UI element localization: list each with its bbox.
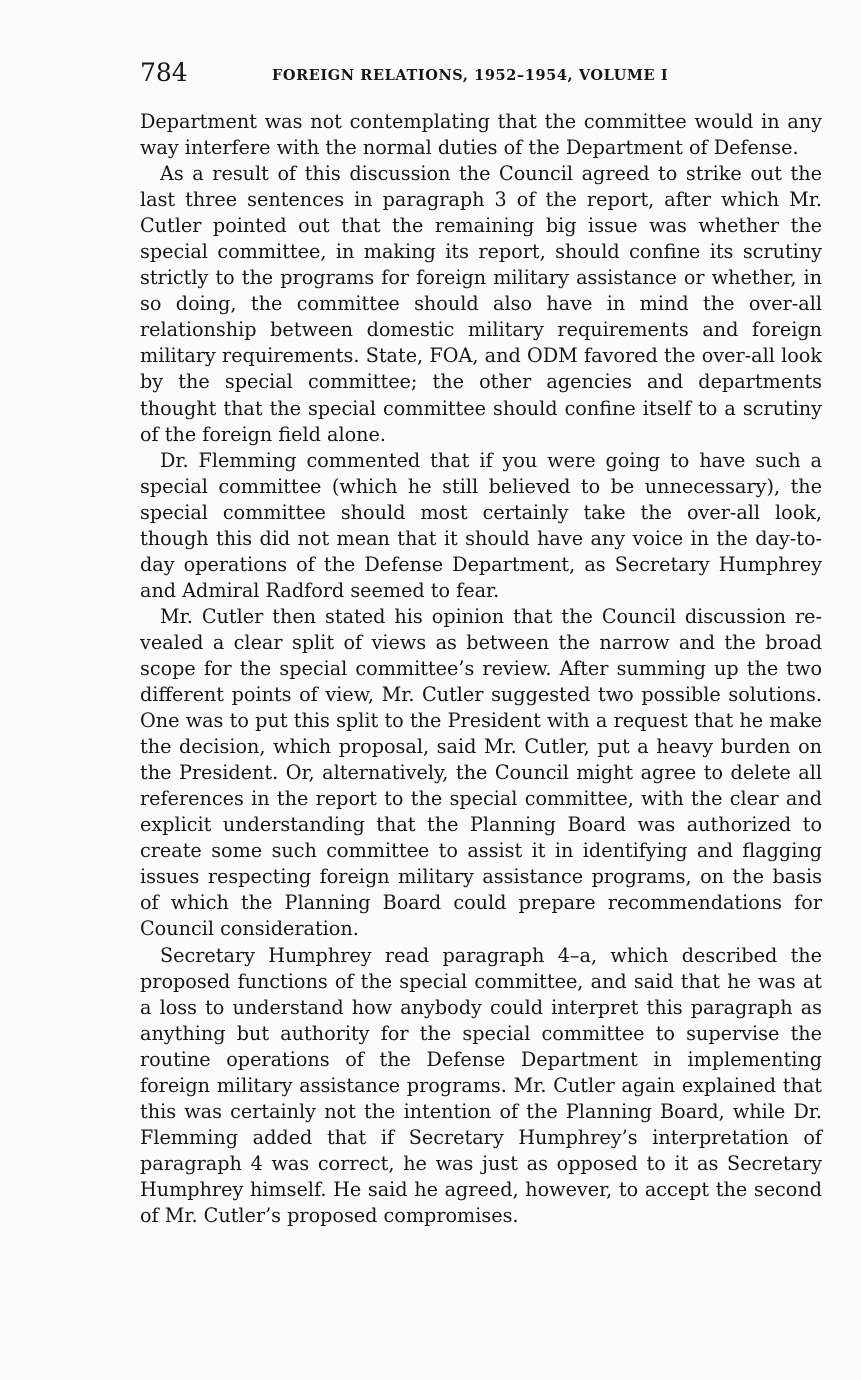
page-number: 784 (140, 58, 188, 87)
paragraph: Secretary Humphrey read paragraph 4–a, which described the proposed functions of the special committee, and said that he was at a loss to understand how anybody could interpret this paragraph as anything but authority for the special committee to supervise the routine operations of the Defense Department in implementing foreign military assistance programs. Mr. Cutler again explained that this was certainly not the intention of the Planning Board, while Dr. Flemming added that if Secretary Humphrey’s interpretation of paragraph 4 was correct, he was just as opposed to it as Secretary Humphrey himself. He said he agreed, however, to accept the second of Mr. Cutler’s proposed compromises. (140, 943, 822, 1227)
body-text (140, 109, 822, 1229)
running-head: FOREIGN RELATIONS, 1952–1954, VOLUME I (272, 67, 669, 84)
paragraph: Mr. Cutler then stated his opinion that the Council discussion revealed a clear split of views as between the narrow and the broad scope for the special committee’s review. After summing up the two different points of view, Mr. Cutler suggested two possible solutions. One was to put this split to the President with a request that he make the decision, which proposal, said Mr. Cutler, put a heavy burden on the President. Or, alternatively, the Council might agree to delete all references in the report to the special committee, with the clear and explicit understanding that the Planning Board was authorized to create some such committee to assist it in identifying and flagging issues respecting foreign military assistance programs, on the basis of which the Planning Board could prepare recommendations for Council consideration. (140, 604, 822, 941)
page-header (140, 58, 822, 94)
paragraph-continuation: Department was not contemplating that the committee would in any way interfere with the normal duties of the Department of Defense. (140, 110, 822, 160)
paragraph: Dr. Flemming commented that if you were going to have such a special committee (which he still believed to be unnecessary), the special committee should most certainly take the over-all look, though this did not mean that it should have any voice in the day-to-day operations of the Defense Department, as Secretary Humphrey and Admiral Radford seemed to fear. (140, 448, 822, 602)
paragraph: As a result of this discussion the Council agreed to strike out the last three sentences in paragraph 3 of the report, after which Mr. Cutler pointed out that the remaining big issue was whether the special committee, in making its report, should confine its scrutiny strictly to the programs for foreign military assistance or whether, in so doing, the committee should also have in mind the over-all relationship between domestic military requirements and foreign military requirements. State, FOA, and ODM favored the over-all look by the special committee; the other agencies and departments thought that the special committee should confine itself to a scrutiny of the foreign field alone. (140, 162, 822, 446)
